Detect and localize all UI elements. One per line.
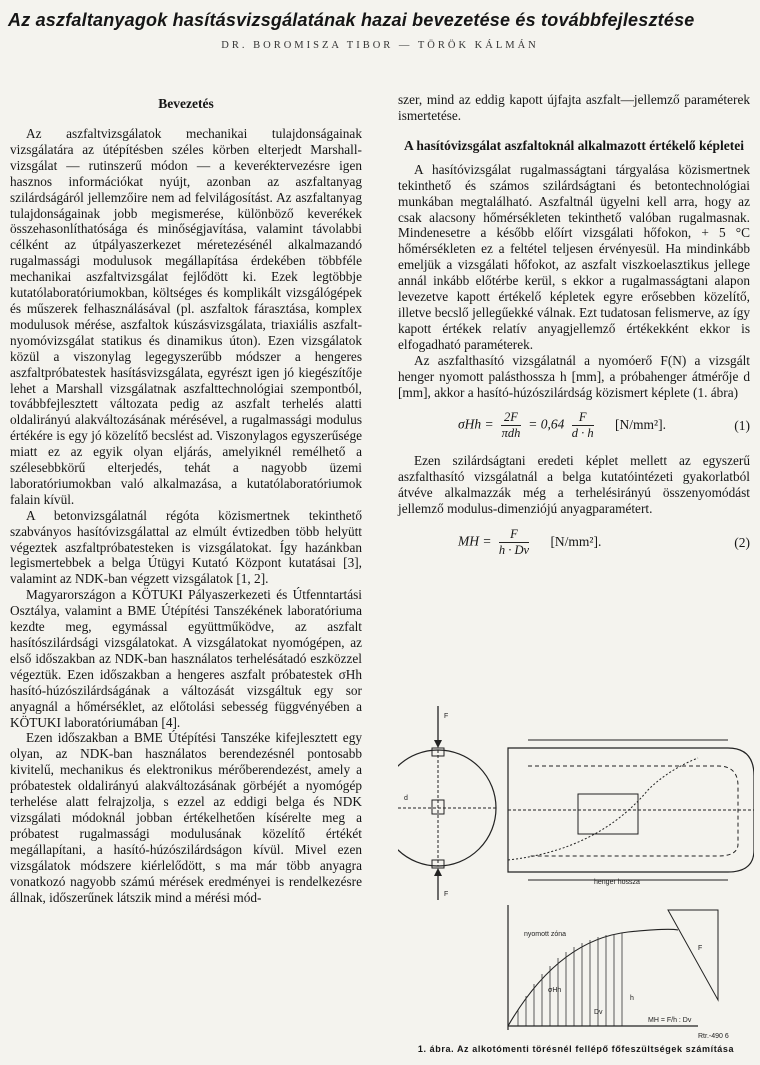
- article-title: Az aszfaltanyagok hasításvizsgálatának hazai bevezetése és továbbfejlesztése: [8, 10, 695, 30]
- paragraph-continued: szer, mind az eddig kapott újfajta aszfalt—jellemző paraméterek ismertetése.: [398, 92, 750, 123]
- mh-formula-label: MH = F/h : Dv: [648, 1017, 692, 1024]
- formula-unit: [N/mm²].: [615, 417, 666, 432]
- section-heading-intro: Bevezetés: [158, 96, 214, 111]
- force-triangle: [668, 910, 718, 1000]
- specimen-circle: [398, 750, 496, 866]
- force-label-bottom: F: [444, 891, 449, 898]
- paragraph: Az aszfaltvizsgálatok mechanikai tulajdonságainak vizsgálatára az útépítésben széles körben elterjedt Marshall-vizsgálat — rutinszerű módon — a keveréktervezésre igen hasznos információkat nyújt, azonban az aszfaltanyag szilárdságáról jellemzőire nem ad felvilágosítást. Az aszfaltanyag tulajdonságainak jobb megismerése, különböző keverékek összehasonlíthatósága és minőségjavítása, valamint távolabbi célként az útpályaszerkezet méretezésénél alkalmazandó rugalmassági modulusok megállapítása érdekében többféle mechanikai aszfaltvizsgálat fejlődött ki. Ezek legtöbbje kutatólaboratóriumokban, költséges és komplikált vizsgálógépek és műszerek felhasználásával (pl. aszfaltok fárasztása, komplex modulusok mérése, aszfaltok kúszásvizsgálata, triaxiális aszfalt-nyomóvizsgálat statikus és dinamikus úton). Ezen vizsgálatok közül a viszonylag legegyszerűbb módszer a hengeres aszfaltpróbatestek hasításvizsgálata, egyrészt igen jó kiegészítője lehet a Marshall vizsgálatnak aszfalttechnológiai szempontból, továbbfejlesztett változata pedig az aszfalt terhelés alatti oldalirányú alakváltozásának mérésével, a rugalmassági modulus értékére is egy jó közelítő becslést ad. Viszonylagos egyszerűsége miatt ez az egyik olyan eljárás, amelyiknél remélhető a szélesebbkörű elterjedés, tehát a nagyobb üzemi laboratóriumokban való alkalmazása, a kutatólaboratóriumok falain kívül.: [10, 126, 362, 507]
- formula-number: (1): [734, 417, 750, 433]
- dv-label: Dv: [594, 1009, 603, 1016]
- force-label-top: F: [444, 713, 449, 720]
- sigma-label: σHh: [548, 987, 562, 994]
- h-label: h: [630, 995, 634, 1002]
- henger-label: henger hossza: [594, 879, 640, 886]
- stress-hatching: [518, 933, 622, 1026]
- formula-number: (2): [734, 534, 750, 550]
- figure-1: [398, 700, 754, 1042]
- stress-curve: [508, 929, 678, 1026]
- fraction: $\frac{F}{h \cdot Dv}$: [498, 527, 530, 558]
- paragraph: Ezen szilárdságtani eredeti képlet mellett az egyszerű aszfalthasító vizsgálatnál a belga kutatóintézeti gyakorlatból átvéve alkalmazzák még a terhelésirányú összenyomódást jellemző modulus-dimenziójú anyagparamétert.: [398, 453, 750, 517]
- zone-label: nyomott zóna: [524, 931, 567, 938]
- paragraph: Ezen időszakban a BME Útépítési Tanszéke kifejlesztett egy olyan, az NDK-ban használatos berendezésnél pontosabb kivitelű, mechanikus és elektronikus mérőberendezést, amely a próbatestek oldalirányú alakváltozásának görbéjét a nyomógép terhelése alatt felrajzolja, s ezzel az eddigi belga és NDK vizsgálati módoknál jobban értékelhetően kísérelte meg a próbatest rugalmassági modulusának közelítő értékét megállapítani, a hasító-húzószilárdságon kívül. Mivel ezen vizsgálatok módszere kiérlelődött, s ma már több anyagra vonatkozó nagyobb számú mérések eredményei is rendelkezésre állnak, időszerűnek látszik mind a mérési mód-: [10, 730, 362, 905]
- formula-lhs: MH =: [458, 533, 492, 549]
- formula-middle: = 0,64: [528, 417, 565, 432]
- paragraph: Magyarországon a KÖTUKI Pályaszerkezeti és Útfenntartási Osztálya, valamint a BME Útépítési Tanszékének laboratóriuma kezdte meg, egymással együttműködve, az aszfalt hasítószilárdsági vizsgálatokat. A vizsgálatokat nyomógépen, az első időszakban az NDK-ban használatos terhelésátadó eszközzel végeztük. Ezen időszakban a hengeres aszfalt próbatestek σHh hasító-húzószilárdságának a változását vizsgáltuk egy sor anyagnál a hőmérséklet, az előtolási sebesség függvényében a KÖTUKI laboratóriumában [4].: [10, 587, 362, 730]
- figure-diagram: [398, 700, 754, 1042]
- fraction: $\frac{2F}{\text{πdh}}$: [501, 410, 521, 441]
- formula-unit: [N/mm²].: [550, 533, 602, 549]
- figure-caption: 1. ábra. Az alkotómenti törésnél fellépő főfeszültségek számítása: [417, 1044, 735, 1054]
- d-label: d: [404, 795, 408, 802]
- formula-lhs: σHh =: [458, 417, 494, 432]
- formula-1: [398, 410, 750, 441]
- section-heading-formulas: A hasítóvizsgálat aszfaltoknál alkalmazott értékelő képletei: [403, 137, 745, 153]
- arrow-head: [434, 740, 442, 748]
- left-column: [10, 92, 362, 905]
- stamp-label: Rtr.-490 6: [698, 1033, 729, 1040]
- fraction: $\frac{F}{d \cdot h}$: [571, 410, 594, 441]
- formula-2: [398, 527, 750, 558]
- paragraph: A hasítóvizsgálat rugalmasságtani tárgyalása közismertnek tekinthető és számos szilárdságtani és betontechnológiai munkában megtalálható. Aszfaltnál ügyelni kell arra, hogy az csak alacsony hőmérsékleten tekinthető valóban rugalmasnak. Mindenesetre a később előírt vizsgálati hőfokon, + 5 °C hőmérsékleten ez a feltétel teljesen érvényesül. Ha mindinkább emeljük a vizsgálati hőfokot, az aszfalt viszkoelasztikus jellege annál inkább előtérbe kerül, s ekkor a rugalmasságtani alapon levezetve kapott értékelő képletek egyre erősebben közelítő, illetve becslő jellegűekké válnak. Ezt tudatosan felismerve, az így kapott értékek relatív anyagjellemző értékekként ekkor is elfogadható paraméterek.: [398, 161, 750, 352]
- svg-text:F: F: [698, 945, 703, 952]
- article-authors: DR. BOROMISZA TIBOR — TÖRÖK KÁLMÁN: [221, 40, 539, 51]
- paragraph: A betonvizsgálatnál régóta közismertnek tekinthető szabványos hasítóvizsgálattal az elmúlt évtizedben több helyütt végeztek aszfaltpróbatesteken is vizsgálatokat. Így hazánkban legismertebbek a belga Útügyi Kutató Központ kutatásai [3], valamint az NDK-ban végzett vizsgálatok [1, 2].: [10, 507, 362, 587]
- right-column: [398, 92, 750, 570]
- paragraph: Az aszfalthasító vizsgálatnál a nyomóerő F(N) a vizsgált henger nyomott palásthossza h [mm], a próbahenger átmérője d [mm], akkor a hasító-húzószilárdság közismert képlete (1. ábra): [398, 352, 750, 400]
